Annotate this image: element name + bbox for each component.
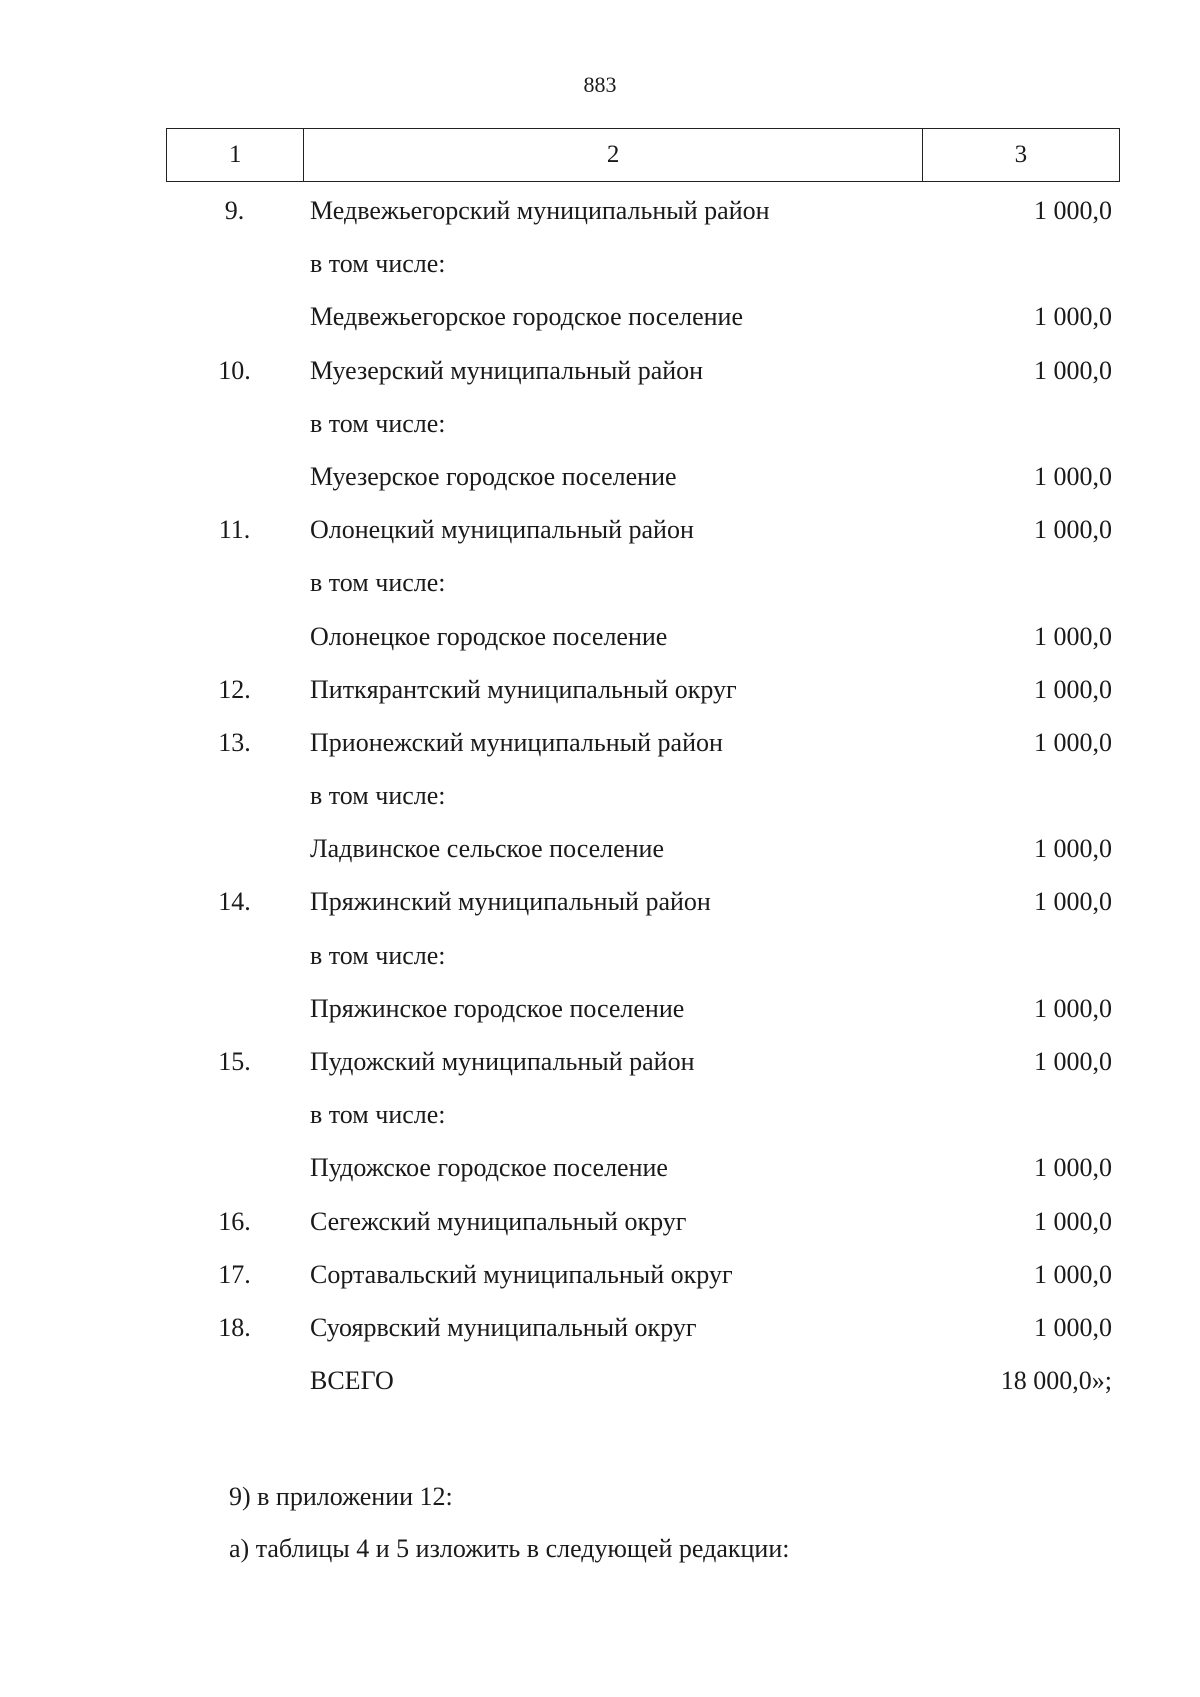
row-name: Пудожское городское поселение	[310, 1153, 668, 1183]
row-name: Олонецкий муниципальный район	[310, 515, 694, 545]
row-name: Пудожский муниципальный район	[310, 1047, 695, 1076]
table-row	[0, 450, 1200, 503]
row-name: в том числе:	[310, 940, 446, 970]
row-name: в том числе:	[310, 568, 446, 598]
row-name: Муезерский муниципальный район	[310, 355, 704, 385]
table-row	[0, 822, 1200, 875]
table-row	[0, 929, 1200, 982]
row-name: в том числе:	[310, 1100, 446, 1130]
paragraph-tables-instruction: а) таблицы 4 и 5 изложить в следующей редакции:	[229, 1534, 790, 1563]
row-number: 16.	[218, 1206, 251, 1236]
table-row	[0, 769, 1200, 822]
row-number: 14.	[218, 887, 251, 917]
row-number: 13.	[218, 727, 251, 757]
header-cell-number: 1	[167, 129, 304, 182]
row-value: 1 000,0	[1034, 1259, 1112, 1289]
table-row	[0, 556, 1200, 609]
table-row	[0, 1301, 1200, 1354]
row-name: в том числе:	[310, 408, 446, 438]
table-row	[0, 1141, 1200, 1194]
row-number: 10.	[218, 355, 251, 385]
table-row	[0, 344, 1200, 397]
row-name: в том числе:	[310, 781, 446, 811]
row-number: 15.	[218, 1047, 251, 1076]
total-label: ВСЕГО	[310, 1366, 394, 1396]
table-row	[0, 716, 1200, 769]
row-number: 11.	[218, 515, 251, 545]
row-name: Ладвинское сельское поселение	[310, 834, 664, 864]
row-value: 1 000,0	[1034, 727, 1112, 757]
table-row	[0, 290, 1200, 343]
row-name: в том числе:	[310, 249, 446, 279]
row-value: 1 000,0	[1034, 515, 1112, 545]
row-name: Прионежский муниципальный район	[310, 727, 723, 757]
row-number: 12.	[218, 674, 251, 704]
row-value: 1 000,0	[1034, 461, 1112, 491]
table-row	[0, 982, 1200, 1035]
table-row	[0, 397, 1200, 450]
page-number: 883	[583, 72, 617, 97]
table-row	[0, 503, 1200, 556]
row-name: Питкярантский муниципальный округ	[310, 674, 737, 704]
row-value: 1 000,0	[1034, 887, 1112, 917]
row-name: Суоярвский муниципальный округ	[310, 1312, 697, 1342]
table-row	[0, 184, 1200, 237]
row-value: 1 000,0	[1034, 1153, 1112, 1183]
row-value: 1 000,0	[1034, 196, 1112, 225]
row-name: Муезерское городское поселение	[310, 461, 677, 491]
row-number: 18.	[218, 1312, 251, 1342]
table-body	[0, 184, 1200, 1407]
row-number: 17.	[218, 1259, 251, 1289]
row-name: Пряжинское городское поселение	[310, 993, 685, 1023]
row-value: 1 000,0	[1034, 993, 1112, 1023]
row-name: Медвежьегорское городское поселение	[310, 302, 743, 332]
row-name: Пряжинский муниципальный район	[310, 887, 711, 917]
row-name: Олонецкое городское поселение	[310, 621, 668, 651]
row-value: 1 000,0	[1034, 621, 1112, 651]
table-row	[0, 1248, 1200, 1301]
row-value: 1 000,0	[1034, 302, 1112, 332]
table-row	[0, 1195, 1200, 1248]
total-value: 18 000,0»;	[1000, 1366, 1112, 1396]
table-row	[0, 237, 1200, 290]
header-cell-value: 3	[922, 129, 1119, 182]
row-value: 1 000,0	[1034, 355, 1112, 385]
row-value: 1 000,0	[1034, 1312, 1112, 1342]
table-row	[0, 1088, 1200, 1141]
row-value: 1 000,0	[1034, 1206, 1112, 1236]
header-cell-name: 2	[304, 129, 922, 182]
table-row	[0, 610, 1200, 663]
table-header-row	[167, 129, 1120, 182]
row-name: Медвежьегорский муниципальный район	[310, 196, 770, 225]
row-value: 1 000,0	[1034, 674, 1112, 704]
table-row	[0, 875, 1200, 928]
table-row	[0, 663, 1200, 716]
row-name: Сегежский муниципальный округ	[310, 1206, 687, 1236]
row-value: 1 000,0	[1034, 1047, 1112, 1076]
table-header	[166, 128, 1120, 182]
row-name: Сортавальский муниципальный округ	[310, 1259, 733, 1289]
row-value: 1 000,0	[1034, 834, 1112, 864]
table-row	[0, 1035, 1200, 1088]
paragraph-appendix: 9) в приложении 12:	[229, 1482, 453, 1511]
row-number: 9.	[224, 196, 245, 225]
table-row-total	[0, 1354, 1200, 1407]
